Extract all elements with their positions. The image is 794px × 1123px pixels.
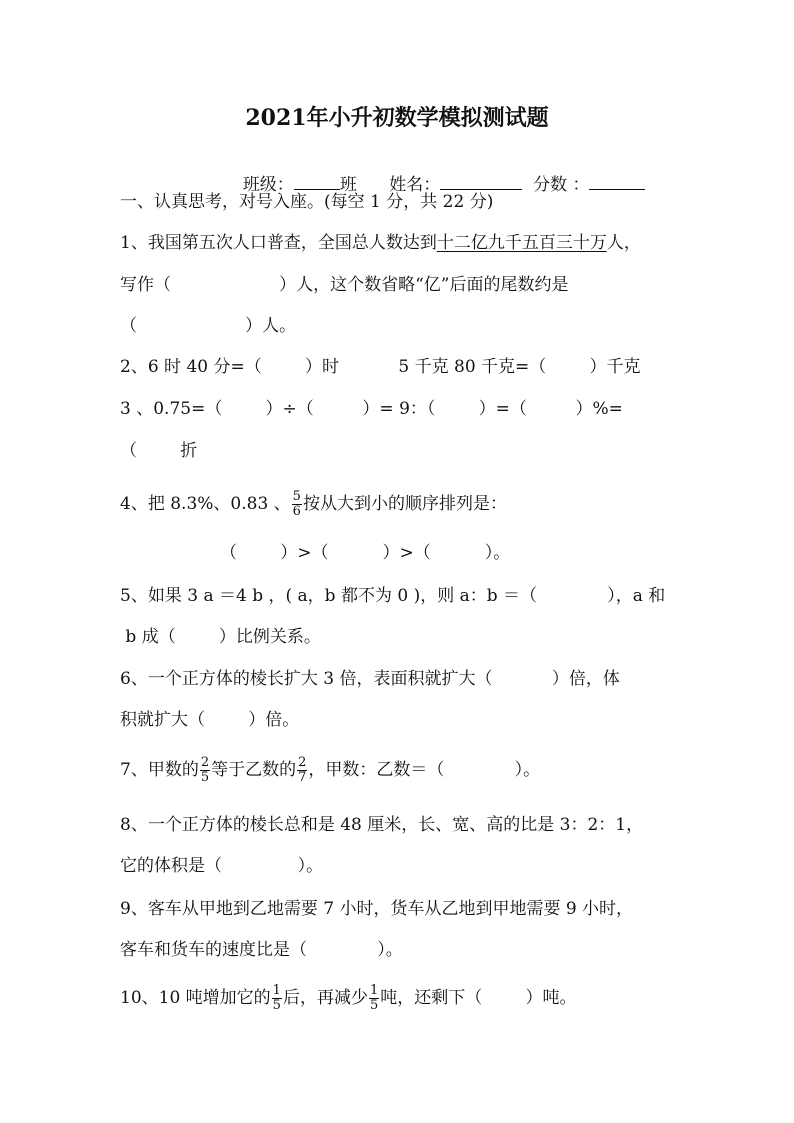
name-label: 姓名： xyxy=(389,175,441,195)
question-9-line-1: 9、客车从甲地到乙地需要 7 小时，货车从乙地到甲地需要 9 小时， xyxy=(120,899,634,919)
question-8-line-2: 它的体积是（ ）。 xyxy=(120,856,324,876)
student-info-row xyxy=(232,150,645,196)
fraction-1-5-b: $\frac{1}{5}$ xyxy=(369,983,379,1013)
question-5-line-1: 5、如果 3 a ＝4 b ，( a，b 都不为 0 )，则 a：b ＝（ ），a 和 xyxy=(120,586,666,606)
score-blank xyxy=(589,172,645,190)
fraction-1-5-a: $\frac{1}{5}$ xyxy=(272,983,281,1013)
population-text: 十二亿九千五百三十万 xyxy=(436,233,607,253)
page-title: 2021年小升初数学模拟测试题 xyxy=(245,105,549,131)
class-blank xyxy=(294,172,340,190)
question-3-line-2: （ 折 xyxy=(120,441,198,461)
fraction-5-6: $\frac{5}{6}$ xyxy=(292,489,301,519)
question-10: 10、10 吨增加它的 $\frac{1}{5}$ 后，再减少 $\frac{1}{5}$ 吨，还剩下（ ）吨。 xyxy=(120,983,577,1013)
question-1-line-2: 写作（ ）人，这个数省略“亿”后面的尾数约是 xyxy=(120,275,569,295)
fraction-2-7: $\frac{2}{7}$ xyxy=(298,755,307,785)
question-1-line-1: 1、我国第五次人口普查，全国总人数达到十二亿九千五百三十万人， xyxy=(120,233,641,253)
question-5-line-2: b 成（ ）比例关系。 xyxy=(120,627,321,647)
question-9-line-2: 客车和货车的速度比是（ ）。 xyxy=(120,940,403,960)
question-2: 2、6 时 40 分=（ ）时 5 千克 80 千克=（ ）千克 xyxy=(120,357,641,377)
question-1-line-3: （ ）人。 xyxy=(120,316,297,336)
question-6-line-1: 6、一个正方体的棱长扩大 3 倍，表面积就扩大（ ）倍，体 xyxy=(120,669,620,689)
question-7: 7、甲数的 $\frac{2}{5}$ 等于乙数的 $\frac{2}{7}$ ，甲数：乙数＝（ ）。 xyxy=(120,755,541,785)
question-4-line-1: 4、把 8.3%、0.83 、 $\frac{5}{6}$ 按从大到小的顺序排列是： xyxy=(120,489,507,519)
question-6-line-2: 积就扩大（ ）倍。 xyxy=(120,710,300,730)
class-label: 班级： xyxy=(242,175,294,195)
question-3-line-1: 3 、0.75=（ ）÷（ ）= 9：（ ）=（ ）%= xyxy=(120,399,623,419)
question-8-line-1: 8、一个正方体的棱长总和是 48 厘米，长、宽、高的比是 3：2：1， xyxy=(120,815,644,835)
question-4-line-2: （ ）>（ ）>（ ）。 xyxy=(220,543,511,563)
class-suffix: 班 xyxy=(339,175,357,195)
score-label: 分数 ： xyxy=(533,175,590,195)
fraction-2-5: $\frac{2}{5}$ xyxy=(200,755,210,785)
name-blank xyxy=(440,172,522,190)
section-heading: 一、认真思考，对号入座。(每空 1 分，共 22 分) xyxy=(120,192,494,212)
